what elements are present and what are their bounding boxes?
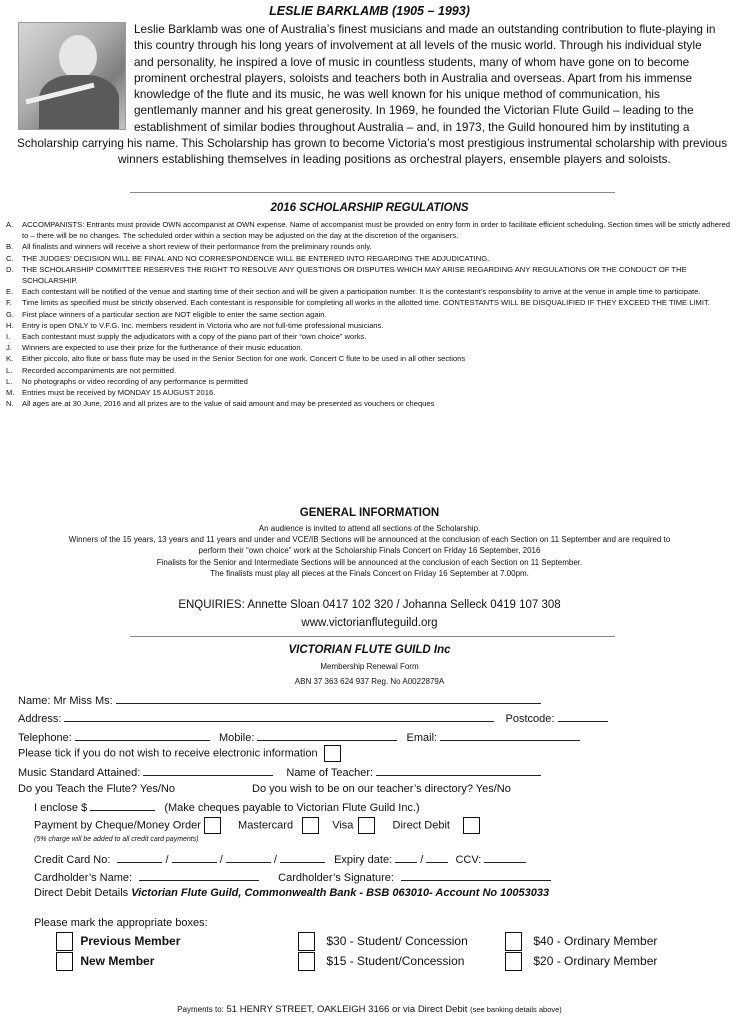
cardholder-signature-label: Cardholder’s Signature:: [278, 872, 394, 884]
email-field[interactable]: [440, 730, 580, 741]
teach-question: Do you Teach the Flute? Yes/No: [18, 783, 175, 795]
enclose-amount-field[interactable]: [90, 800, 155, 811]
payment-label: Payment by Cheque/Money Order: [34, 819, 201, 832]
fee-30-checkbox[interactable]: [298, 932, 315, 951]
list-item: H. Entry is open ONLY to V.F.G. Inc. members resident in Victoria who are not full-time professional musicians.: [6, 320, 384, 330]
list-item: G. First place winners of a particular section are NOT eligible to enter the same section again.: [6, 309, 327, 319]
list-item: D. THE SCHOLARSHIP COMMITTEE RESERVES THE RIGHT TO RESOLVE ANY QUESTIONS OR DISPUTES WHICH MAY ARISE REGARDING ANY REGULATIONS OR THE CONDUCT OF THE SCHOLARSHIP.: [6, 264, 687, 286]
card-no-label: Credit Card No:: [34, 854, 111, 866]
general-info-title: GENERAL INFORMATION: [299, 507, 440, 519]
previous-member-label: Previous Member: [80, 933, 181, 948]
divider: [130, 636, 615, 637]
enquiries-contacts: ENQUIRIES: Annette Sloan 0417 102 320 / Johanna Selleck 0419 107 308: [178, 599, 561, 611]
mastercard-label: Mastercard: [238, 819, 294, 832]
expiry-month-field[interactable]: [395, 852, 417, 863]
direct-debit-details-label: Direct Debit Details: [34, 887, 129, 899]
ccv-field[interactable]: [484, 852, 526, 863]
general-info-text: [0, 523, 739, 579]
teacher-name-label: Name of Teacher:: [286, 767, 374, 779]
fee-30-label: $30 - Student/ Concession: [326, 933, 468, 948]
list-item: J. Winners are expected to use their prize for the furtherance of their music education.: [6, 343, 303, 353]
expiry-year-field[interactable]: [426, 852, 448, 863]
visa-checkbox[interactable]: [358, 817, 375, 834]
card-no-field-2[interactable]: [172, 852, 217, 863]
visa-label: Visa: [332, 819, 354, 832]
payments-note: (see banking details above): [470, 1005, 562, 1014]
fee-40-label: $40 - Ordinary Member: [533, 933, 658, 948]
bio-text: [15, 21, 735, 168]
previous-member-checkbox[interactable]: [56, 932, 73, 951]
cardholder-signature-field[interactable]: [401, 870, 551, 881]
directory-question: Do you wish to be on our teacher’s directory? Yes/No: [252, 783, 511, 795]
card-no-field-1[interactable]: [117, 852, 162, 863]
abn-text: ABN 37 363 624 937 Reg. No A0022879A: [294, 677, 445, 686]
address-field[interactable]: [64, 711, 494, 722]
list-item: E. Each contestant will be notified of the venue and starting time of their section and will be given a participation number. It is the contestant’s responsibility to arrive at the venue in ample time to participate.: [6, 287, 701, 297]
website-link[interactable]: www.victorianfluteguild.org: [301, 617, 438, 629]
list-item: B. All finalists and winners will receive a short review of their performance from the preliminary rounds only.: [6, 242, 372, 252]
mobile-field[interactable]: [257, 730, 397, 741]
list-item: C. THE JUDGES’ DECISION WILL BE FINAL AND NO CORRESPONDENCE WILL BE ENTERED INTO REGARDING THE ADJUDICATING.: [6, 253, 490, 263]
mark-boxes-label: Please mark the appropriate boxes:: [34, 917, 208, 929]
card-no-field-3[interactable]: [226, 852, 271, 863]
form-subtitle: Membership Renewal Form: [320, 662, 419, 671]
email-label: Email:: [406, 732, 438, 744]
bio-line: Scholarship carrying his name. This Scholarship has grown to become Victoria’s most prestigious instrumental scholarship with previous: [17, 136, 728, 151]
bio-line: establishment of similar bodies throughout Australia – and, in 1973, the Guild honoured him by instituting a: [134, 119, 690, 134]
no-info-checkbox[interactable]: [324, 745, 341, 762]
cheque-checkbox[interactable]: [204, 817, 221, 834]
payments-label: Payments to:: [177, 1005, 224, 1014]
enclose-label: I enclose $: [34, 802, 88, 814]
bio-line: Leslie Barklamb was one of Australia’s finest musicians and made an outstanding contribution to flute-playing in: [134, 22, 716, 36]
fee-40-checkbox[interactable]: [505, 932, 522, 951]
direct-debit-label: Direct Debit: [392, 819, 450, 832]
list-item: I. Each contestant must supply the adjudicators with a copy of the piano part of their “own choice” works.: [6, 332, 367, 342]
name-field[interactable]: [116, 693, 541, 704]
surcharge-note: (5% charge will be added to all credit card payments): [34, 836, 199, 843]
enclose-note: (Make cheques payable to Victorian Flute Guild Inc.): [164, 802, 420, 814]
card-no-field-4[interactable]: [280, 852, 325, 863]
telephone-field[interactable]: [75, 730, 210, 741]
direct-debit-checkbox[interactable]: [463, 817, 480, 834]
payments-address: 51 HENRY STREET, OAKLEIGH 3166 or via Direct Debit: [226, 1004, 468, 1015]
fee-15-checkbox[interactable]: [298, 952, 315, 971]
bio-line: winners establishing themselves in leading positions as orchestral players, ensemble players and soloists.: [118, 152, 671, 167]
telephone-label: Telephone:: [18, 732, 72, 744]
fee-20-checkbox[interactable]: [505, 952, 522, 971]
mastercard-checkbox[interactable]: [302, 817, 319, 834]
list-item: L. Recorded accompaniments are not permitted.: [6, 365, 177, 375]
list-item: M. Entries must be received by MONDAY 15 AUGUST 2016.: [6, 388, 216, 398]
regulations-list: [6, 219, 731, 409]
payments-footer: [0, 1004, 739, 1015]
new-member-label: New Member: [80, 953, 155, 968]
form-title: VICTORIAN FLUTE GUILD Inc: [288, 644, 451, 656]
bio-line: knowledge of the flute and its music, he was well known for his unique method of communication, his: [134, 87, 660, 102]
no-info-label: Please tick if you do not wish to receive electronic information: [18, 747, 318, 760]
fee-15-label: $15 - Student/Concession: [326, 953, 465, 968]
bio-line: this country through his long years of involvement at all levels of the music world. Through his individual style: [134, 38, 702, 53]
list-item: F. Time limits as specified must be strictly observed. Each contestant is responsible for completing all works in the allotted time. CONTESTANTS WILL BE DISQUALIFIED IF THEY EXCEED THE TIME LIMIT.: [6, 298, 710, 308]
cardholder-name-label: Cardholder’s Name:: [34, 872, 133, 884]
regulations-title: 2016 SCHOLARSHIP REGULATIONS: [270, 202, 469, 214]
teacher-name-field[interactable]: [376, 765, 541, 776]
name-label: Name: Mr Miss Ms:: [18, 695, 113, 707]
postcode-label: Postcode:: [505, 713, 555, 725]
list-item: N. All ages are at 30 June, 2016 and all prizes are to the value of said amount and may be presented as vouchers or cheques: [6, 399, 435, 409]
info-line: Finalists for the Senior and Intermediate Sections will be announced at the conclusion of each Section on 11 September.: [156, 557, 583, 567]
music-standard-field[interactable]: [143, 765, 273, 776]
list-item: K. Either piccolo, alto flute or bass flute may be used in the Senior Section for one work. Concert C flute to be used in all other sections: [6, 354, 466, 364]
new-member-checkbox[interactable]: [56, 952, 73, 971]
info-line: An audience is invited to attend all sections of the Scholarship.: [258, 524, 481, 533]
bio-title: LESLIE BARKLAMB (1905 – 1993): [269, 4, 470, 18]
postcode-field[interactable]: [558, 711, 608, 722]
divider: [130, 192, 615, 193]
fee-20-label: $20 - Ordinary Member: [533, 953, 658, 968]
address-label: Address:: [18, 713, 62, 725]
ccv-label: CCV:: [455, 854, 482, 866]
info-line: The finalists must play all pieces at the Finals Concert on Friday 16 September at 7.00pm.: [210, 568, 529, 578]
info-line: Winners of the 15 years, 13 years and 11 years and under and VCE/IB Sections will be announced at the conclusion of each Section on 11 September and are required to: [68, 535, 671, 545]
direct-debit-details: Victorian Flute Guild, Commonwealth Bank - BSB 063010- Account No 10053033: [131, 887, 550, 899]
list-item: A. ACCOMPANISTS: Entrants must provide OWN accompanist at OWN expense. Name of accompanist must be provided on entry form in order to facilitate efficient scheduling. Section times will be strictly adhered to – there will be no changes. The scheduled order within a section may be adjusted on the day at the discretion of the organisers.: [6, 220, 730, 241]
music-standard-label: Music Standard Attained:: [18, 767, 141, 779]
mobile-label: Mobile:: [218, 732, 255, 744]
cardholder-name-field[interactable]: [139, 870, 259, 881]
bio-line: and personality, he inspired a love of music in countless students, many of whom have gone on to become: [134, 54, 690, 69]
expiry-label: Expiry date:: [334, 854, 393, 866]
list-item: L. No photographs or video recording of any performance is permitted: [6, 376, 248, 386]
info-line: perform their “own choice” work at the Scholarship Finals Concert on Friday 16 September, 2016: [198, 546, 541, 556]
bio-line: gentlemanly manner and his great generosity. In 1969, he founded the Victorian Flute Guild – leading to the: [134, 103, 694, 118]
bio-line: prominent orchestral players, soloists and teachers both in Australia and overseas. Apart from his immense: [134, 70, 693, 85]
